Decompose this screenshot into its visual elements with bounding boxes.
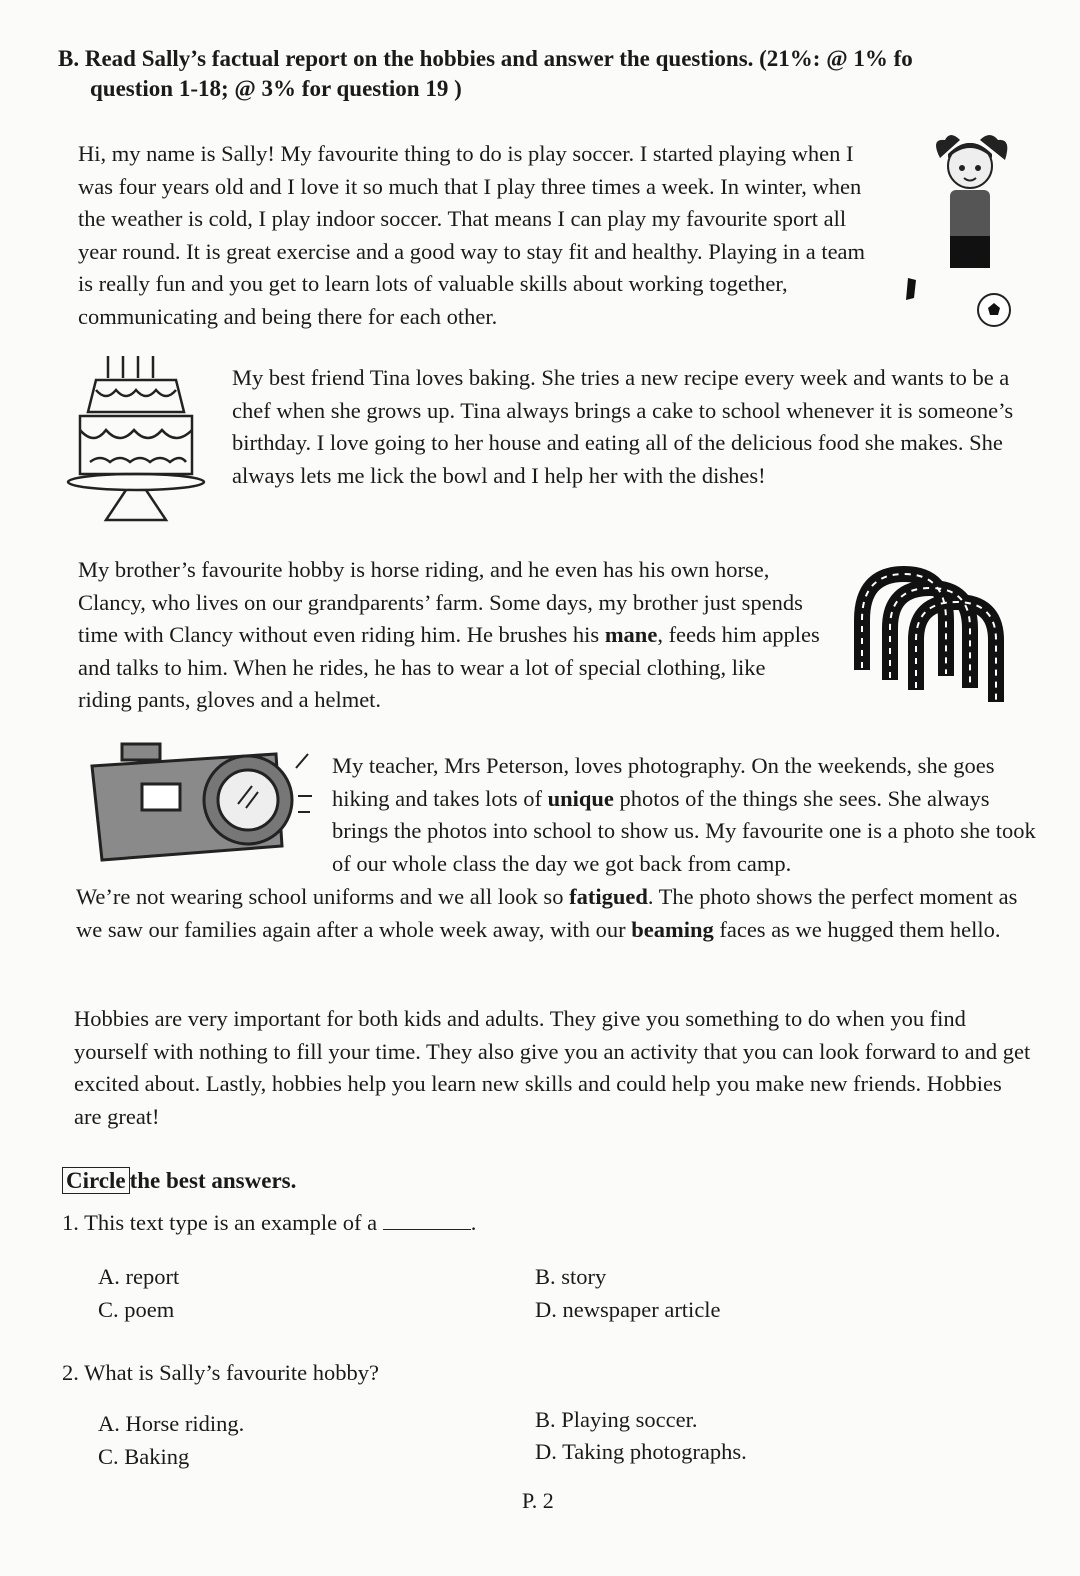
q2-option-b[interactable]: B. Playing soccer. (535, 1407, 698, 1432)
vocab-beaming: beaming (631, 916, 714, 942)
p4-cont2: . The photo shows the perfect moment as we saw our families again after a whole week away, with our (76, 884, 1018, 942)
q1-option-a[interactable]: A. report (98, 1264, 180, 1289)
vocab-mane: mane (604, 622, 658, 647)
question-2 (62, 1360, 379, 1386)
p4-text-mid: photos of the things she sees. She always brings the photos into school to show us. My favourite one is a photo she took of our whole class the day we got back from camp. (332, 785, 1036, 876)
section-heading-line2: question 1-18; @ 3% for question 19 ) (90, 76, 462, 101)
girl-soccer-icon (920, 128, 1020, 278)
horseshoe-icon (846, 560, 1021, 720)
section-heading (58, 44, 1018, 104)
p3-text-after: , feeds him apples and talks to him. When he rides, he has to wear a lot of special clothing, like riding pants, gloves and a helmet. (78, 622, 820, 712)
instructions (62, 1168, 296, 1194)
instructions-rest: the best answers. (129, 1168, 297, 1193)
report-paragraph-photography (332, 750, 1042, 880)
question-text: What is Sally’s favourite hobby? (84, 1360, 380, 1385)
q1-option-b[interactable]: B. story (535, 1264, 607, 1289)
soccer-boot-icon (902, 276, 922, 304)
q2-option-a[interactable]: A. Horse riding. (98, 1411, 245, 1436)
question-1 (62, 1210, 476, 1236)
page-number: P. 2 (522, 1488, 554, 1513)
birthday-cake-icon (66, 350, 206, 525)
p4-cont3: faces as we hugged them hello. (713, 916, 1001, 942)
report-paragraph-horse-riding (78, 554, 823, 717)
q1-option-c[interactable]: C. poem (98, 1297, 175, 1322)
p4-cont1: We’re not wearing school uniforms and we all look so (76, 884, 570, 909)
q2-option-d[interactable]: D. Taking photographs. (535, 1439, 747, 1464)
instructions-boxed-word: Circle (62, 1167, 130, 1194)
q2-option-c[interactable]: C. Baking (98, 1444, 190, 1469)
question-number: 2. (62, 1360, 79, 1385)
report-paragraph-photography-cont (76, 881, 1036, 946)
report-paragraph-soccer: Hi, my name is Sally! My favourite thing to do is play soccer. I started playing when I was four years old and I love it so much that I play three times a week. In winter, when the weather is cold, I play indoor soccer. That means I can play my favourite sport all year round. It is great exercise and a good way to stay fit and healthy. Playing in a team is really fun and you get to learn lots of valuable skills about working together, communicating and being there for each other. (78, 141, 866, 329)
camera-icon (86, 738, 318, 868)
report-paragraph-baking: My best friend Tina loves baking. She tries a new recipe every week and wants to be a chef when she grows up. Tina always brings a cake to school whenever it is someone’s birthday. I love going to her house and eating all of the delicious food she makes. She always lets me lick the bowl and I help her with the dishes! (232, 365, 1014, 488)
report-paragraph-conclusion: Hobbies are very important for both kids and adults. They give you something to do when you find yourself with nothing to fill your time. They also give you an activity that you can look forward to and get excited about. Lastly, hobbies help you learn new skills and could help you make new friends. Hobbies are great! (74, 1006, 1031, 1129)
question-text: This text type is an example of a (84, 1210, 378, 1235)
question-text-end: . (470, 1210, 477, 1235)
answer-blank[interactable] (383, 1211, 471, 1230)
p3-text-before: My brother’s favourite hobby is horse riding, and he even has his own horse, Clancy, who lives on our grandparents’ farm. Some days, my brother just spends time with Clancy without even riding him. He brushes his (78, 557, 803, 647)
p4-text-before: My teacher, Mrs Peterson, loves photography. On the weekends, she goes hiking and takes lots of (332, 753, 995, 811)
vocab-fatigued: fatigued (569, 884, 648, 909)
vocab-unique: unique (547, 785, 614, 811)
q1-option-d[interactable]: D. newspaper article (535, 1297, 721, 1322)
soccer-ball-icon (972, 290, 1016, 330)
question-number: 1. (62, 1210, 79, 1235)
section-heading-line1: B. Read Sally’s factual report on the hobbies and answer the questions. (21%: @ 1% fo (58, 46, 913, 71)
